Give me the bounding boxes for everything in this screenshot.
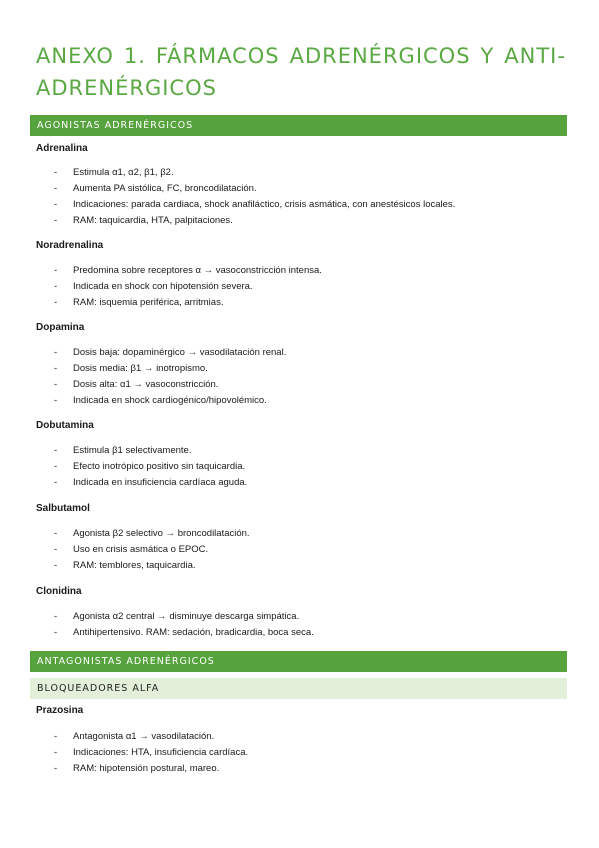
title-word: Y (480, 44, 495, 68)
list-item (54, 528, 250, 539)
list-item-text: Indicada en insuficiencia cardíaca aguda. (73, 477, 248, 488)
list-item-text: Indicada en shock cardiogénico/hipovolémico. (73, 395, 267, 406)
list-item (54, 297, 223, 308)
list-item (54, 560, 196, 571)
bullet-dash: - (54, 215, 58, 226)
list-item-text: Agonista α2 central → disminuye descarga simpática. (73, 611, 300, 622)
drug-heading-prazosina: Prazosina (36, 705, 84, 716)
list-item (54, 379, 218, 390)
bullet-dash: - (54, 477, 58, 488)
bullet-dash: - (54, 379, 58, 390)
list-item-text: Estimula β1 selectivamente. (73, 445, 192, 456)
list-item (54, 215, 233, 226)
title-word: ADRENÉRGICOS (289, 44, 471, 68)
bullet-dash: - (54, 347, 58, 358)
list-item (54, 763, 219, 774)
list-item-text: Antihipertensivo. RAM: sedación, bradicardia, boca seca. (73, 627, 314, 638)
list-item (54, 199, 455, 210)
list-item (54, 544, 208, 555)
list-item-text: Estimula α1, α2, β1, β2. (73, 167, 174, 178)
bullet-dash: - (54, 199, 58, 210)
bullet-dash: - (54, 528, 58, 539)
page-title (36, 40, 566, 104)
list-item-text: Indicaciones: HTA, insuficiencia cardíaca. (73, 747, 249, 758)
list-item (54, 395, 267, 406)
list-item-text: RAM: hipotensión postural, mareo. (73, 763, 220, 774)
bullet-dash: - (54, 627, 58, 638)
list-item-text: Aumenta PA sistólica, FC, broncodilatación. (73, 183, 257, 194)
drug-heading-adrenalina: Adrenalina (36, 143, 88, 154)
list-item-text: Dosis baja: dopaminérgico → vasodilatación renal. (73, 347, 287, 358)
section-header-agonists: AGONISTAS ADRENÉRGICOS (30, 115, 567, 136)
title-line-2: ADRENÉRGICOS (36, 76, 217, 100)
bullet-dash: - (54, 265, 58, 276)
list-item (54, 627, 314, 638)
title-word: FÁRMACOS (155, 44, 280, 68)
drug-heading-salbutamol: Salbutamol (36, 503, 90, 514)
bullet-dash: - (54, 363, 58, 374)
bullet-dash: - (54, 461, 58, 472)
list-item (54, 265, 322, 276)
bullet-dash: - (54, 544, 58, 555)
list-item-text: Antagonista α1 → vasodilatación. (73, 731, 215, 742)
bullet-dash: - (54, 763, 58, 774)
list-item-text: Indicada en shock con hipotensión severa. (73, 281, 253, 292)
list-item (54, 611, 299, 622)
list-item-text: RAM: isquemia periférica, arritmias. (73, 297, 224, 308)
bullet-dash: - (54, 167, 58, 178)
list-item-text: Indicaciones: parada cardiaca, shock anafiláctico, crisis asmática, con anestésicos locales. (73, 199, 456, 210)
list-item (54, 281, 253, 292)
title-word: ANTI- (504, 44, 566, 68)
list-item-text: Agonista β2 selectivo → broncodilatación. (73, 528, 250, 539)
list-item-text: Dosis alta: α1 → vasoconstricción. (73, 379, 219, 390)
list-item-text: RAM: temblores, taquicardia. (73, 560, 196, 571)
drug-heading-dobutamina: Dobutamina (36, 420, 94, 431)
list-item-text: Efecto inotrópico positivo sin taquicardia. (73, 461, 246, 472)
bullet-dash: - (54, 445, 58, 456)
bullet-dash: - (54, 747, 58, 758)
bullet-dash: - (54, 281, 58, 292)
subsection-header-alpha-blockers: BLOQUEADORES ALFA (30, 678, 567, 699)
section-header-antagonists: ANTAGONISTAS ADRENÉRGICOS (30, 651, 567, 672)
title-word: 1. (123, 44, 146, 68)
list-item (54, 461, 245, 472)
list-item (54, 747, 248, 758)
list-item-text: RAM: taquicardia, HTA, palpitaciones. (73, 215, 233, 226)
bullet-dash: - (54, 611, 58, 622)
list-item (54, 477, 247, 488)
drug-heading-dopamina: Dopamina (36, 322, 85, 333)
list-item (54, 347, 286, 358)
list-item (54, 183, 257, 194)
list-item (54, 167, 174, 178)
bullet-dash: - (54, 297, 58, 308)
title-line-1 (36, 40, 566, 72)
drug-heading-clonidina: Clonidina (36, 586, 82, 597)
bullet-dash: - (54, 731, 58, 742)
list-item-text: Uso en crisis asmática o EPOC. (73, 544, 209, 555)
list-item (54, 445, 191, 456)
bullet-dash: - (54, 183, 58, 194)
list-item (54, 363, 208, 374)
list-item-text: Predomina sobre receptores α → vasoconstricción intensa. (73, 265, 322, 276)
title-word: ANEXO (36, 44, 114, 68)
bullet-dash: - (54, 395, 58, 406)
list-item-text: Dosis media: β1 → inotropismo. (73, 363, 208, 374)
list-item (54, 731, 214, 742)
drug-heading-noradrenalina: Noradrenalina (36, 240, 104, 251)
bullet-dash: - (54, 560, 58, 571)
